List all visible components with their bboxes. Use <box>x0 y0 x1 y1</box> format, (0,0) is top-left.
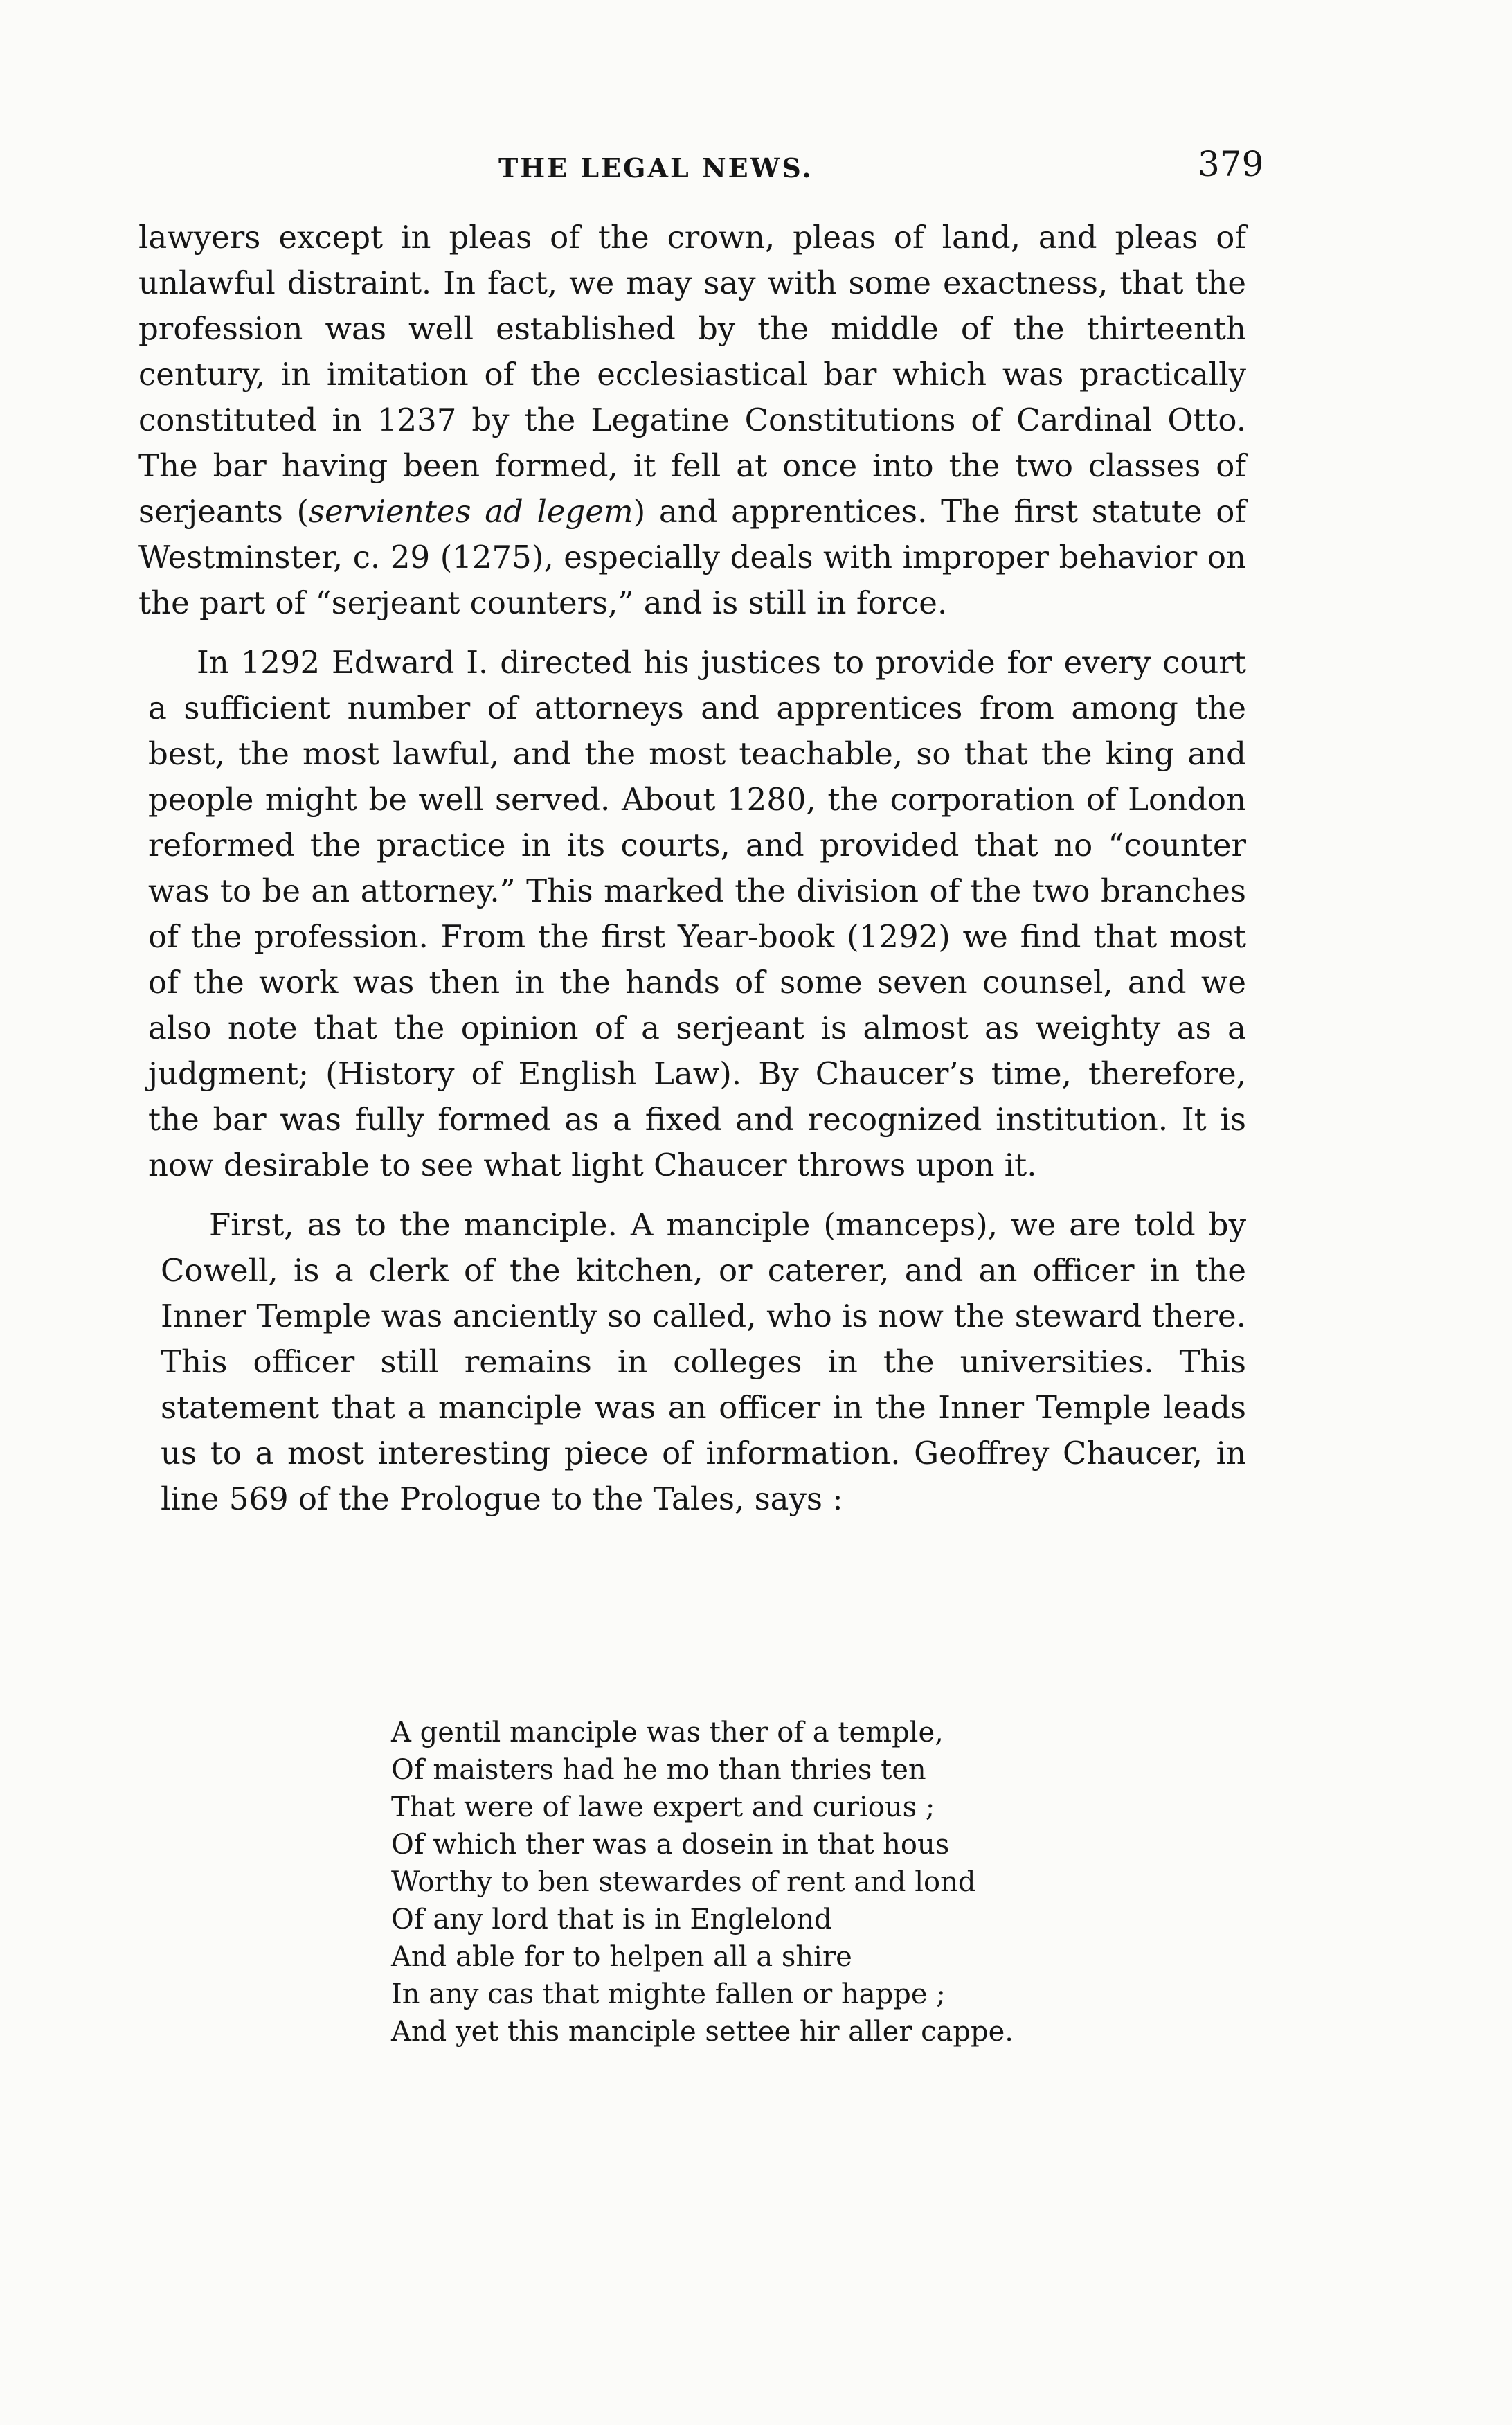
verse-line: And yet this manciple settee hir aller cappe. <box>391 2016 1014 2048</box>
paragraph-1-text-b: ) and apprentices. The first statute of Westminster, c. 29 (1275), especially deals with improper behavior on the part of “serjeant counters,” and is still in force. <box>138 493 1246 621</box>
verse-line: Of any lord that is in Englelond <box>391 1904 832 1935</box>
page-number: 379 <box>1198 144 1264 184</box>
verse-quotation <box>391 1714 1222 2050</box>
verse-line: Of which ther was a dosein in that hous <box>391 1829 950 1861</box>
verse-line: And able for to helpen all a shire <box>391 1941 852 1973</box>
verse-line: That were of lawe expert and curious ; <box>391 1791 935 1823</box>
latin-term: servientes ad legem <box>309 493 633 530</box>
verse-line: Worthy to ben stewardes of rent and lond <box>391 1866 976 1898</box>
running-head: THE LEGAL NEWS. <box>498 152 813 184</box>
paragraph-1 <box>138 215 1246 626</box>
article-body <box>138 215 1246 1522</box>
paragraph-2: In 1292 Edward I. directed his justices to provide for every court a sufficient number of attorneys and apprentices from among the best, the most lawful, and the most teachable, so that the king and people might be well served. About 1280, the corporation of London reformed the practice in its courts, and provided that no “counter was to be an attorney.” This marked the division of the two branches of the profession. From the first Year-book (1292) we find that most of the work was then in the hands of some seven counsel, and we also note that the opinion of a serjeant is almost as weighty as a judgment; (History of English Law). By Chaucer’s time, therefore, the bar was fully formed as a fixed and recognized institution. It is now desirable to see what light Chaucer throws upon it. <box>148 644 1246 1183</box>
verse-line: A gentil manciple was ther of a temple, <box>391 1717 944 1748</box>
paragraph-3: First, as to the manciple. A manciple (manceps), we are told by Cowell, is a clerk of the kitchen, or caterer, and an officer in the Inner Temple was anciently so called, who is now the steward there. This officer still remains in colleges in the universities. This statement that a manciple was an officer in the Inner Temple leads us to a most interesting piece of information. Geoffrey Chaucer, in line 569 of the Prologue to the Tales, says : <box>161 1206 1246 1517</box>
page-header <box>138 138 1264 194</box>
paragraph-1-text-a: lawyers except in pleas of the crown, pleas of land, and pleas of unlawful distraint. In fact, we may say with some exactness, that the profession was well established by the middle of the thirteenth century, in imitation of the ecclesiastical bar which was practically constituted in 1237 by the Legatine Constitutions of Cardinal Otto. The bar having been formed, it fell at once into the two classes of serjeants ( <box>138 219 1246 530</box>
verse-line: In any cas that mighte fallen or happe ; <box>391 1978 946 2010</box>
verse-line: Of maisters had he mo than thries ten <box>391 1754 926 1786</box>
